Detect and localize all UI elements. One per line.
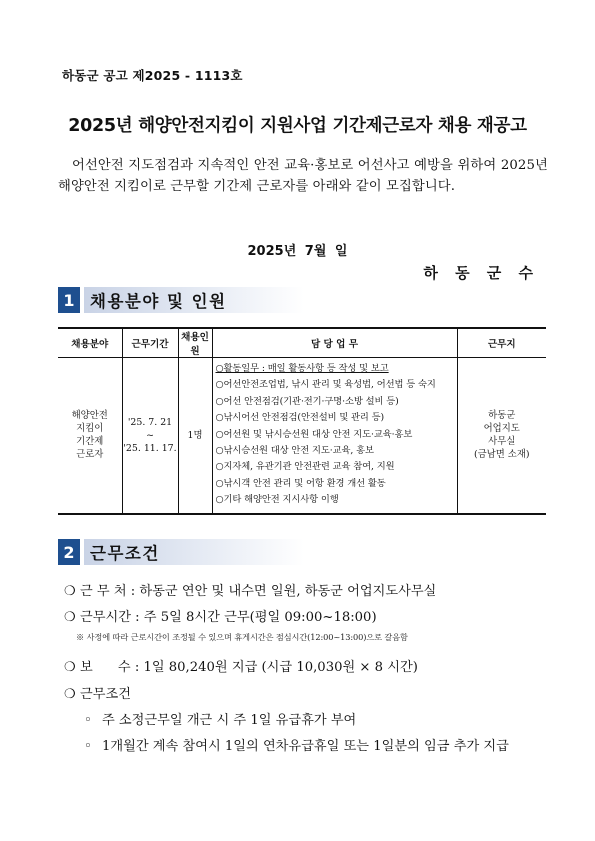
- cell-place: [457, 358, 546, 514]
- duty-item: ○어선원 및 낚시승선원 대상 안전 지도·교육·홍보: [215, 428, 413, 440]
- circle-bullet-icon: ❍: [64, 610, 76, 625]
- header-count: 채용인원: [178, 328, 212, 358]
- cell-field: [58, 358, 122, 514]
- condition-text: 근무시간 : 주 5일 8시간 근무(평일 09:00~18:00): [80, 610, 377, 625]
- condition-text: 근무조건: [80, 687, 131, 702]
- condition-hours: [64, 606, 377, 625]
- notice-number: 하동군 공고 제2025 - 1113호: [62, 68, 243, 83]
- recruitment-table: [58, 327, 546, 515]
- condition-workplace: [64, 580, 436, 599]
- cell-period: [122, 358, 178, 514]
- issuer-name: 하 동 군 수: [423, 264, 539, 282]
- field-line: 기간제: [76, 436, 104, 448]
- intro-paragraph: 어선안전 지도점검과 지속적인 안전 교육·홍보로 어선사고 예방을 위하여 2025년 해양안전 지킴이로 근무할 기간제 근로자를 아래와 같이 모집합니다.: [58, 158, 548, 194]
- header-place: 근무지: [457, 328, 546, 358]
- section-2-header: [58, 539, 304, 565]
- document-title: 2025년 해양안전지킴이 지원사업 기간제근로자 채용 재공고: [68, 116, 527, 136]
- duty-item: ○낚시객 안전 관리 및 어항 환경 개선 활동: [215, 477, 386, 489]
- field-line: 지킴이: [76, 423, 104, 435]
- section-1-header: [58, 287, 304, 313]
- duty-item: ○어선 안전점검(기관·전기·구명·소방 설비 등): [215, 395, 399, 407]
- header-period: 근무기간: [122, 328, 178, 358]
- period-separator: ~: [146, 429, 154, 441]
- field-line: 해양안전: [71, 410, 108, 422]
- field-line: 근로자: [76, 449, 104, 461]
- circle-bullet-icon: ❍: [64, 584, 76, 599]
- subitem-text: 1개월간 계속 참여시 1일의 연차유급휴일 또는 1일분의 임금 추가 지급: [102, 739, 509, 754]
- notice-date: 2025년 7월 일: [247, 244, 348, 259]
- place-line: 어업지도: [483, 423, 520, 435]
- table-header-row: [58, 328, 546, 358]
- small-circle-bullet-icon: ◦: [84, 713, 92, 728]
- condition-pay: [64, 656, 418, 675]
- condition-terms: [64, 683, 131, 702]
- table-row: [58, 358, 546, 514]
- terms-subitem: [84, 709, 356, 728]
- duty-item: ○지자체, 유관기관 안전관련 교육 참여, 지원: [215, 461, 395, 473]
- terms-subitem: [84, 735, 509, 754]
- section-1-title: 채용분야 및 인원: [84, 287, 304, 313]
- period-start: '25. 7. 21: [127, 416, 173, 428]
- small-circle-bullet-icon: ◦: [84, 739, 92, 754]
- section-2-title: 근무조건: [84, 539, 304, 565]
- circle-bullet-icon: ❍: [64, 687, 76, 702]
- duty-item: ○어선안전조업법, 낚시 관리 및 육성법, 어선법 등 숙지: [215, 379, 436, 391]
- cell-duties: [212, 358, 457, 514]
- duty-item: ○낚시어선 안전점검(안전설비 및 관리 등): [215, 412, 385, 424]
- section-2-number: 2: [58, 539, 80, 565]
- circle-bullet-icon: ❍: [64, 660, 76, 675]
- period-end: '25. 11. 17.: [123, 442, 177, 454]
- place-line: 사무실: [488, 436, 516, 448]
- place-line: 하동군: [488, 410, 516, 422]
- duty-item: ○낚시승선원 대상 안전 지도·교육, 홍보: [215, 445, 374, 457]
- condition-text: 근 무 처 : 하동군 연안 및 내수면 일원, 하동군 어업지도사무실: [80, 584, 437, 599]
- section-1-number: 1: [58, 287, 80, 313]
- cell-count: 1명: [178, 358, 212, 514]
- place-line: (금남면 소재): [473, 449, 530, 461]
- subitem-text: 주 소정근무일 개근 시 주 1일 유급휴가 부여: [102, 713, 357, 728]
- condition-text: 보 수 : 1일 80,240원 지급 (시급 10,030원 × 8 시간): [80, 660, 418, 675]
- duty-item: ○활동일무 : 매일 활동사항 등 작성 및 보고: [215, 363, 389, 374]
- hours-note: ※ 사정에 따라 근로시간이 조정될 수 있으며 휴게시간은 점심시간(12:00~13:00)으로 갈음함: [76, 632, 408, 642]
- header-duties: 담 당 업 무: [212, 328, 457, 358]
- duty-item: ○기타 해양안전 지시사항 이행: [215, 494, 339, 506]
- header-field: 채용분야: [58, 328, 122, 358]
